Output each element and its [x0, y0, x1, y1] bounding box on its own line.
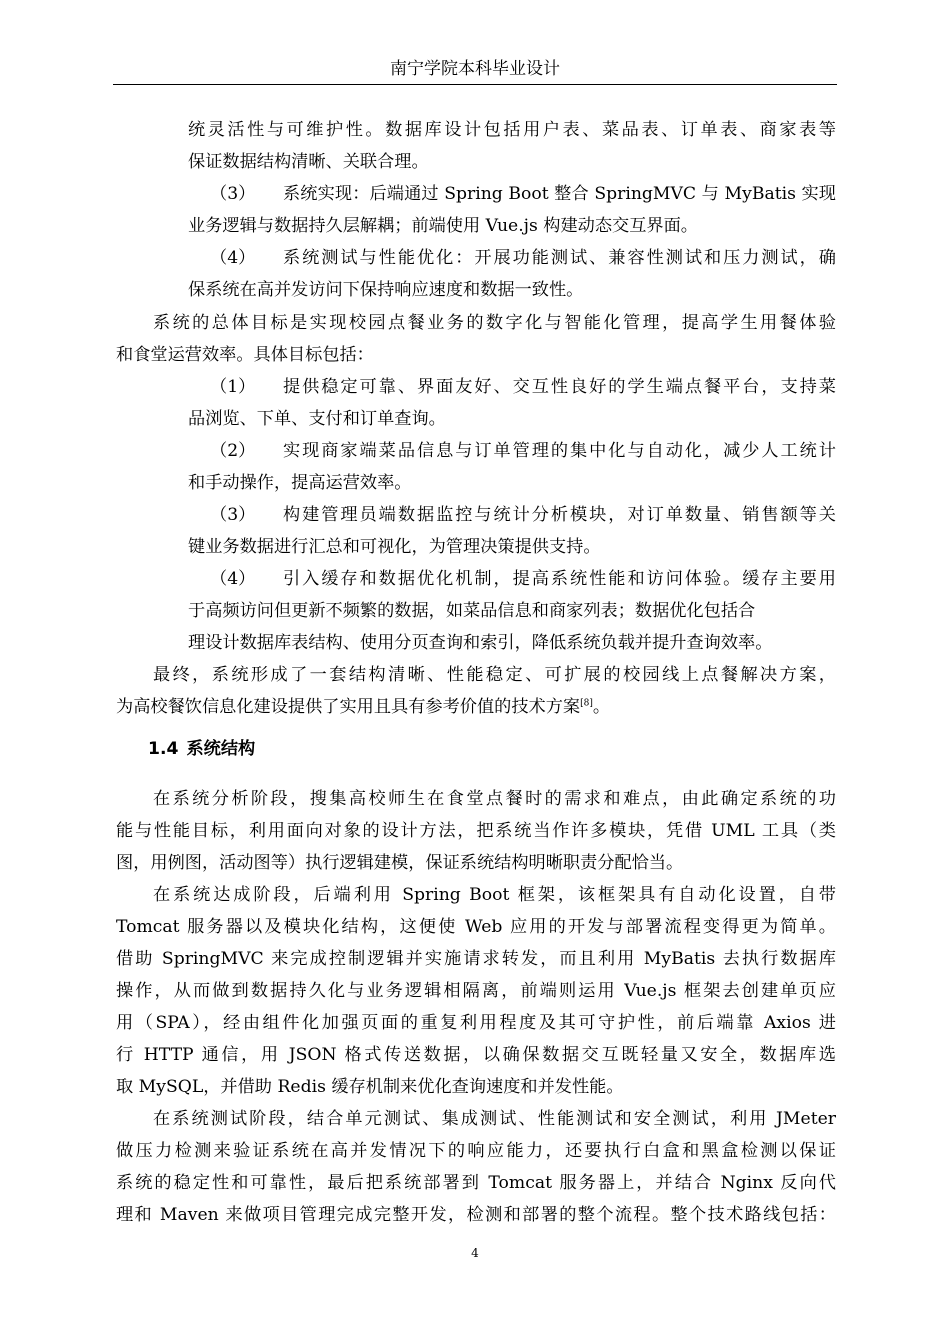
- body-line: 能与性能目标，利用面向对象的设计方法，把系统当作许多模块，凭借 UML 工具（类: [116, 821, 836, 841]
- page-number: 4: [471, 1246, 479, 1260]
- list-marker: （3）: [210, 184, 256, 204]
- body-line: 系统测试与性能优化：开展功能测试、兼容性测试和压力测试，确: [283, 248, 836, 268]
- body-line: 借助 SpringMVC 来完成控制逻辑并实施请求转发，而且利用 MyBatis 去执行数据库: [116, 949, 836, 969]
- body-line: 统灵活性与可维护性。数据库设计包括用户表、菜品表、订单表、商家表等: [188, 120, 836, 140]
- body-line: 在系统达成阶段，后端利用 Spring Boot 框架，该框架具有自动化设置，自带: [153, 885, 836, 905]
- list-marker: （3）: [210, 505, 256, 525]
- list-item: [210, 182, 283, 206]
- list-marker: （4）: [210, 248, 256, 268]
- body-line: 实现商家端菜品信息与订单管理的集中化与自动化，减少人工统计: [283, 441, 836, 461]
- body-line: 业务逻辑与数据持久层解耦；前端使用 Vue.js 构建动态交互界面。: [188, 216, 698, 236]
- body-line: 做压力检测来验证系统在高并发情况下的响应能力，还要执行白盒和黑盒检测以保证: [116, 1141, 836, 1161]
- list-item: [210, 375, 283, 399]
- list-marker: （1）: [210, 377, 256, 397]
- body-line: 键业务数据进行汇总和可视化，为管理决策提供支持。: [188, 537, 601, 557]
- body-line: 构建管理员端数据监控与统计分析模块，对订单数量、销售额等关: [283, 505, 836, 525]
- body-line-with-citation: [116, 695, 610, 719]
- header-rule: [113, 84, 837, 85]
- section-title: 系统结构: [186, 739, 256, 759]
- body-line: 图，用例图，活动图等）执行逻辑建模，保证系统结构明晰职责分配恰当。: [116, 853, 684, 873]
- section-number: 1.4: [148, 739, 179, 759]
- body-line: 为高校餐饮信息化建设提供了实用且具有参考价值的技术方案: [116, 697, 581, 717]
- body-line: 理设计数据库表结构、使用分页查询和索引，降低系统负载并提升查询效率。: [188, 633, 773, 653]
- body-line: 最终，系统形成了一套结构清晰、性能稳定、可扩展的校园线上点餐解决方案，: [153, 665, 836, 685]
- body-line: 提供稳定可靠、界面友好、交互性良好的学生端点餐平台，支持菜: [283, 377, 836, 397]
- body-line: 和食堂运营效率。具体目标包括：: [116, 345, 374, 365]
- list-marker: （2）: [210, 441, 256, 461]
- body-line: 保系统在高并发访问下保持响应速度和数据一致性。: [188, 280, 584, 300]
- body-line: 行 HTTP 通信，用 JSON 格式传送数据，以确保数据交互既轻量又安全，数据库选: [116, 1045, 836, 1065]
- body-line: 引入缓存和数据优化机制，提高系统性能和访问体验。缓存主要用: [283, 569, 836, 589]
- sentence-end: 。: [592, 697, 611, 717]
- page-header: 南宁学院本科毕业设计: [390, 59, 560, 79]
- body-line: 系统的总体目标是实现校园点餐业务的数字化与智能化管理，提高学生用餐体验: [153, 313, 836, 333]
- body-line: 品浏览、下单、支付和订单查询。: [188, 409, 446, 429]
- body-line: 在系统分析阶段，搜集高校师生在食堂点餐时的需求和难点，由此确定系统的功: [153, 789, 836, 809]
- body-line: 取 MySQL，并借助 Redis 缓存机制来优化查询速度和并发性能。: [116, 1077, 624, 1097]
- body-line: 用（SPA），经由组件化加强页面的重复利用程度及其可守护性，前后端靠 Axios 进: [116, 1013, 836, 1033]
- list-item: [210, 246, 283, 270]
- body-line: 在系统测试阶段，结合单元测试、集成测试、性能测试和安全测试，利用 JMeter: [153, 1109, 836, 1129]
- body-line: 保证数据结构清晰、关联合理。: [188, 152, 429, 172]
- body-line: Tomcat 服务器以及模块化结构，这便使 Web 应用的开发与部署流程变得更为简单。: [116, 917, 836, 937]
- list-marker: （4）: [210, 569, 256, 589]
- body-line: 系统的稳定性和可靠性，最后把系统部署到 Tomcat 服务器上，并结合 Nginx 反向代: [116, 1173, 836, 1193]
- list-item: [210, 503, 283, 527]
- list-item: [210, 567, 283, 591]
- body-line: 理和 Maven 来做项目管理完成完整开发，检测和部署的整个流程。整个技术路线包括：: [116, 1205, 836, 1225]
- body-line: 和手动操作，提高运营效率。: [188, 473, 412, 493]
- section-heading: [148, 737, 255, 761]
- body-line: 系统实现：后端通过 Spring Boot 整合 SpringMVC 与 MyBatis 实现: [283, 184, 836, 204]
- body-line: 操作，从而做到数据持久化与业务逻辑相隔离，前端则运用 Vue.js 框架去创建单页应: [116, 981, 836, 1001]
- list-item: [210, 439, 283, 463]
- citation-ref: [8]: [580, 698, 593, 709]
- body-line: 于高频访问但更新不频繁的数据，如菜品信息和商家列表；数据优化包括合: [188, 601, 756, 621]
